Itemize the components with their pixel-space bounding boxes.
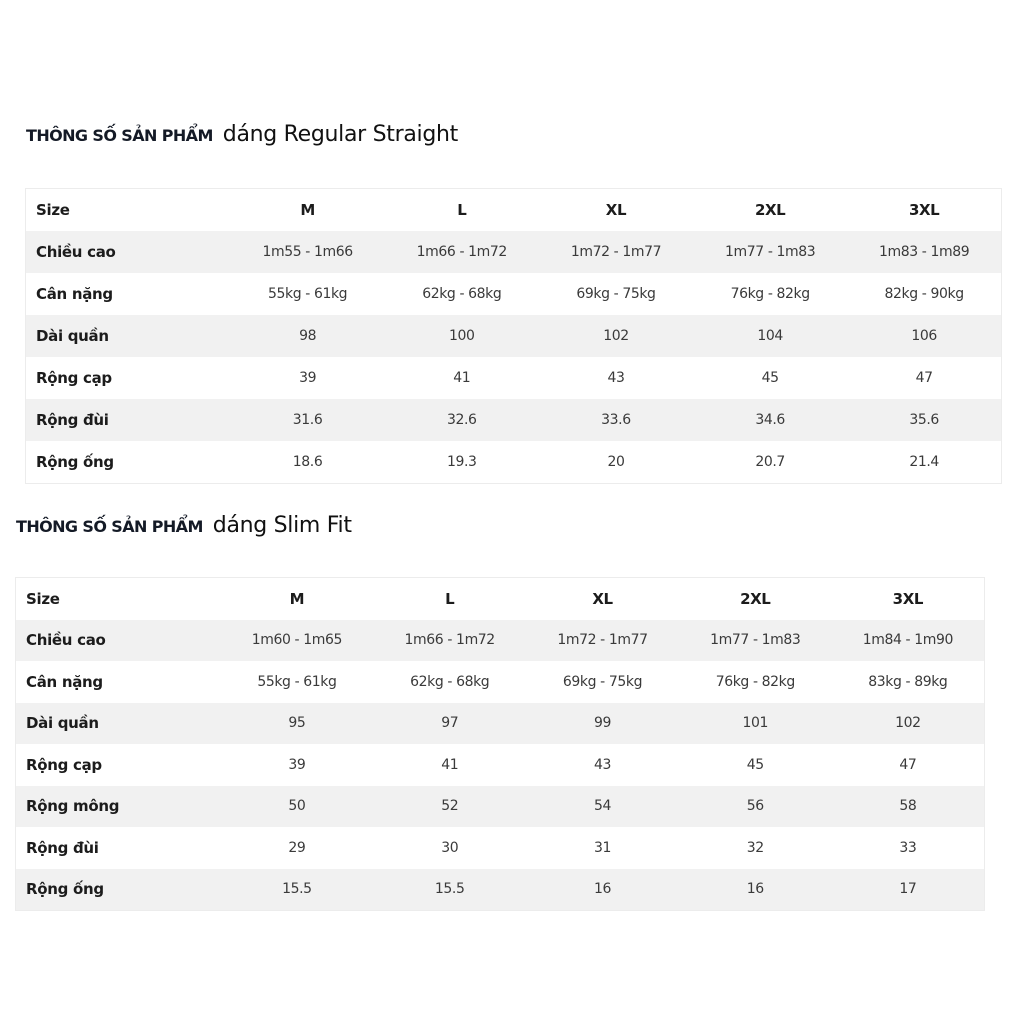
table-row [26,273,1002,315]
table-cell: 47 [832,744,985,786]
table-cell: 29 [221,827,374,869]
table-cell: 45 [693,357,847,399]
table-cell: 99 [526,703,679,745]
table-cell: 15.5 [221,869,374,911]
table-body [26,189,1002,484]
size-table-slim-fit [15,577,985,911]
table-cell: 97 [373,703,526,745]
header-cell-size-xl: XL [539,189,693,232]
title-caps: THÔNG SỐ SẢN PHẨM [26,126,213,145]
table-cell: 20.7 [693,441,847,484]
table-row [26,231,1002,273]
table-cell: 62kg - 68kg [385,273,539,315]
table-row [16,620,985,662]
table-cell: 56 [679,786,832,828]
table-cell: 19.3 [385,441,539,484]
table-cell: 33 [832,827,985,869]
title-fit: dáng Regular Straight [222,122,458,147]
table-row [26,441,1002,484]
table-cell: 106 [847,315,1001,357]
table-cell: 41 [373,744,526,786]
table-header-row [26,189,1002,232]
table-cell: 83kg - 89kg [832,661,985,703]
header-cell-size-l: L [385,189,539,232]
table-cell: 20 [539,441,693,484]
table-cell: 52 [373,786,526,828]
table-row [16,744,985,786]
header-cell-size: Size [16,578,221,620]
table-cell: 32 [679,827,832,869]
row-label: Dài quần [26,315,231,357]
table-cell: 82kg - 90kg [847,273,1001,315]
header-cell-size-m: M [221,578,374,620]
table-cell: 33.6 [539,399,693,441]
table-cell: 45 [679,744,832,786]
row-label: Dài quần [16,703,221,745]
table-cell: 100 [385,315,539,357]
table-cell: 104 [693,315,847,357]
header-cell-size-3xl: 3XL [847,189,1001,232]
table-cell: 43 [539,357,693,399]
table-cell: 95 [221,703,374,745]
table-cell: 35.6 [847,399,1001,441]
table-cell: 76kg - 82kg [693,273,847,315]
table-cell: 58 [832,786,985,828]
table-cell: 15.5 [373,869,526,911]
title-fit: dáng Slim Fit [212,513,352,538]
table-cell: 98 [231,315,385,357]
header-cell-size-l: L [373,578,526,620]
table-cell: 31.6 [231,399,385,441]
table-row [16,827,985,869]
table-row [26,315,1002,357]
row-label: Rộng ống [26,441,231,484]
size-table-regular-straight [25,188,1002,484]
table-cell: 30 [373,827,526,869]
header-cell-size-3xl: 3XL [832,578,985,620]
title-caps: THÔNG SỐ SẢN PHẨM [16,517,203,536]
table-cell: 54 [526,786,679,828]
section-title-regular-straight [26,122,458,147]
row-label: Rộng đùi [26,399,231,441]
table-cell: 102 [832,703,985,745]
table-header-row [16,578,985,620]
table-cell: 31 [526,827,679,869]
table-cell: 1m72 - 1m77 [539,231,693,273]
table-cell: 1m83 - 1m89 [847,231,1001,273]
table-cell: 1m77 - 1m83 [693,231,847,273]
row-label: Rộng cạp [26,357,231,399]
table-cell: 69kg - 75kg [526,661,679,703]
table-cell: 18.6 [231,441,385,484]
table-cell: 102 [539,315,693,357]
row-label: Chiều cao [16,620,221,662]
table-cell: 76kg - 82kg [679,661,832,703]
header-cell-size: Size [26,189,231,232]
table-row [16,869,985,911]
table-cell: 17 [832,869,985,911]
header-cell-size-xl: XL [526,578,679,620]
table-cell: 1m84 - 1m90 [832,620,985,662]
row-label: Rộng mông [16,786,221,828]
table-cell: 39 [231,357,385,399]
header-cell-size-2xl: 2XL [693,189,847,232]
table-cell: 41 [385,357,539,399]
table-cell: 16 [679,869,832,911]
table-row [16,661,985,703]
table-cell: 34.6 [693,399,847,441]
table-cell: 55kg - 61kg [231,273,385,315]
table-cell: 1m55 - 1m66 [231,231,385,273]
table-cell: 32.6 [385,399,539,441]
row-label: Cân nặng [26,273,231,315]
section-title-slim-fit [16,513,352,538]
table-cell: 62kg - 68kg [373,661,526,703]
table-cell: 47 [847,357,1001,399]
table-cell: 1m60 - 1m65 [221,620,374,662]
table-row [26,357,1002,399]
header-cell-size-m: M [231,189,385,232]
table-cell: 55kg - 61kg [221,661,374,703]
row-label: Cân nặng [16,661,221,703]
table-cell: 39 [221,744,374,786]
table-cell: 43 [526,744,679,786]
table-row [26,399,1002,441]
table-cell: 1m77 - 1m83 [679,620,832,662]
header-cell-size-2xl: 2XL [679,578,832,620]
table-cell: 101 [679,703,832,745]
row-label: Chiều cao [26,231,231,273]
table-cell: 69kg - 75kg [539,273,693,315]
row-label: Rộng đùi [16,827,221,869]
table-cell: 21.4 [847,441,1001,484]
table-cell: 16 [526,869,679,911]
table-row [16,703,985,745]
row-label: Rộng ống [16,869,221,911]
table-body [16,578,985,911]
table-cell: 1m66 - 1m72 [373,620,526,662]
table-cell: 1m66 - 1m72 [385,231,539,273]
row-label: Rộng cạp [16,744,221,786]
table-cell: 1m72 - 1m77 [526,620,679,662]
table-cell: 50 [221,786,374,828]
table-row [16,786,985,828]
